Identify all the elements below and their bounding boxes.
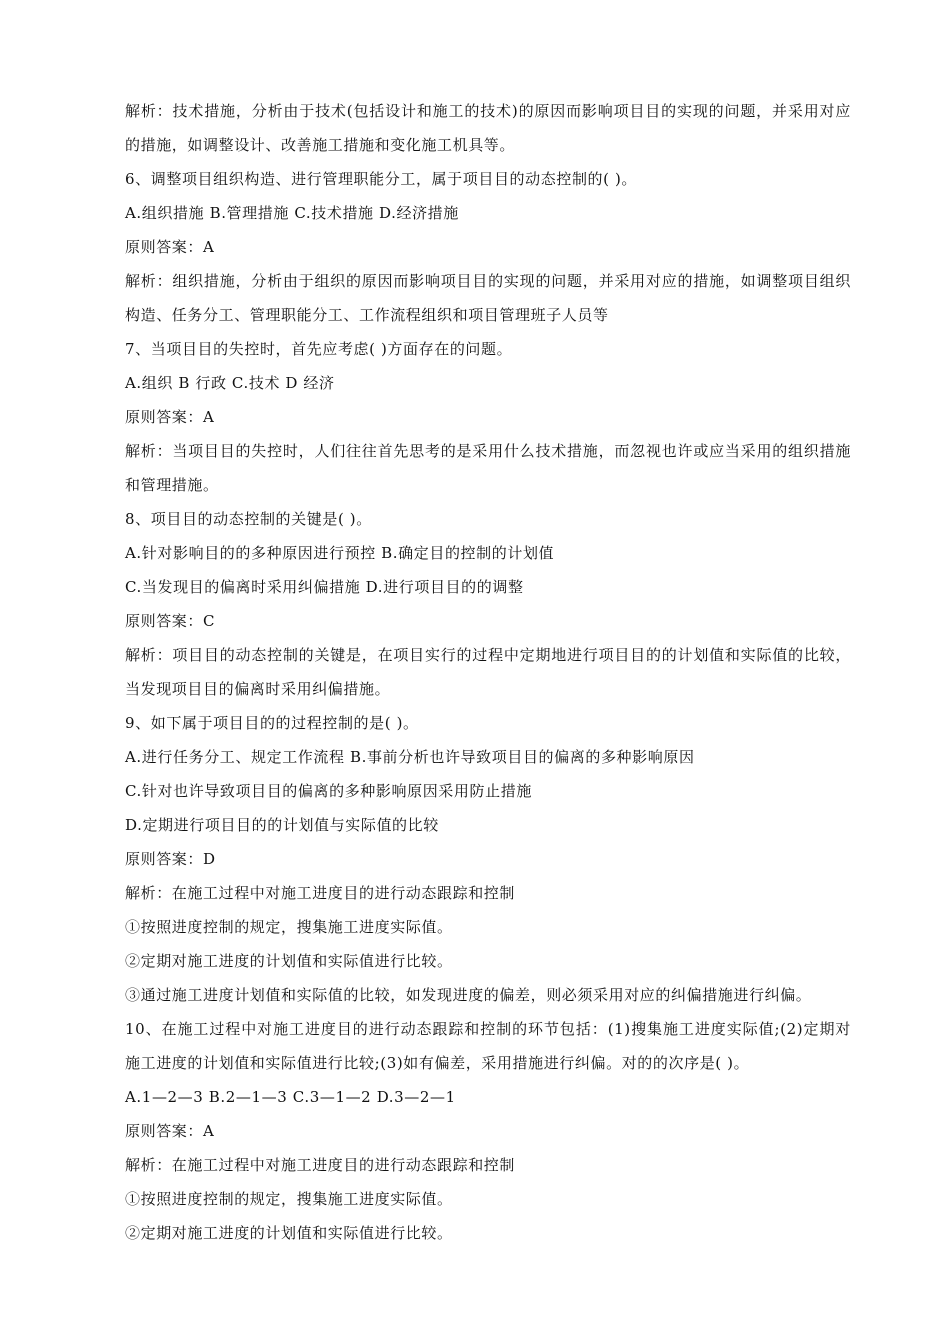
question-9-analysis: 解析：在施工过程中对施工进度目的进行动态跟踪和控制 [125, 884, 516, 902]
question-7-options: A.组织 B 行政 C.技术 D 经济 [125, 374, 335, 392]
question-6-answer: 原则答案：A [125, 238, 215, 256]
question-8-answer: 原则答案：C [125, 612, 216, 630]
question-9-option-c: C.针对也许导致项目目的偏离的多种影响原因采用防止措施 [125, 782, 532, 800]
question-9-analysis-step-3: ③通过施工进度计划值和实际值的比较，如发现进度的偏差，则必须采用对应的纠偏措施进行纠偏。 [125, 986, 812, 1004]
question-9-option-d: D.定期进行项目目的的计划值与实际值的比较 [125, 816, 439, 834]
question-10-analysis-step-2: ②定期对施工进度的计划值和实际值进行比较。 [125, 1224, 453, 1242]
question-7-answer: 原则答案：A [125, 408, 215, 426]
question-6: 6、调整项目组织构造、进行管理职能分工，属于项目目的动态控制的( )。 [125, 170, 638, 188]
question-7: 7、当项目目的失控时，首先应考虑( )方面存在的问题。 [125, 340, 513, 358]
question-10-answer: 原则答案：A [125, 1122, 215, 1140]
question-9-answer: 原则答案：D [125, 850, 216, 868]
question-7-analysis: 解析：当项目目的失控时，人们往往首先思考的是采用什么技术措施，而忽视也许或应当采用的组织措施和管理措施。 [125, 442, 851, 494]
question-6-options: A.组织措施 B.管理措施 C.技术措施 D.经济措施 [125, 204, 459, 222]
question-10-analysis: 解析：在施工过程中对施工进度目的进行动态跟踪和控制 [125, 1156, 516, 1174]
question-9-analysis-step-1: ①按照进度控制的规定，搜集施工进度实际值。 [125, 918, 453, 936]
question-10-analysis-step-1: ①按照进度控制的规定，搜集施工进度实际值。 [125, 1190, 453, 1208]
question-9-options-ab: A.进行任务分工、规定工作流程 B.事前分析也许导致项目目的偏离的多种影响原因 [125, 748, 695, 766]
question-10: 10、在施工过程中对施工进度目的进行动态跟踪和控制的环节包括：(1)搜集施工进度实际值;(2)定期对施工进度的计划值和实际值进行比较;(3)如有偏差，采用措施进行纠偏。对的的次序是( )。 [125, 1020, 851, 1072]
question-9-analysis-step-2: ②定期对施工进度的计划值和实际值进行比较。 [125, 952, 453, 970]
question-10-options: A.1—2—3 B.2—1—3 C.3—1—2 D.3—2—1 [125, 1088, 456, 1106]
question-8-options-ab: A.针对影响目的的多种原因进行预控 B.确定目的控制的计划值 [125, 544, 555, 562]
question-6-analysis: 解析：组织措施，分析由于组织的原因而影响项目目的实现的问题，并采用对应的措施，如调整项目组织构造、任务分工、管理职能分工、工作流程组织和项目管理班子人员等 [125, 272, 851, 324]
question-8: 8、项目目的动态控制的关键是( )。 [125, 510, 372, 528]
question-8-options-cd: C.当发现目的偏离时采用纠偏措施 D.进行项目目的的调整 [125, 578, 524, 596]
question-9: 9、如下属于项目目的的过程控制的是( )。 [125, 714, 419, 732]
analysis-5-paragraph: 解析：技术措施，分析由于技术(包括设计和施工的技术)的原因而影响项目目的实现的问题，并采用对应的措施，如调整设计、改善施工措施和变化施工机具等。 [125, 102, 851, 154]
document-page [91, 94, 851, 1250]
question-8-analysis: 解析：项目目的动态控制的关键是，在项目实行的过程中定期地进行项目目的的计划值和实际值的比较，当发现项目目的偏离时采用纠偏措施。 [125, 646, 851, 698]
